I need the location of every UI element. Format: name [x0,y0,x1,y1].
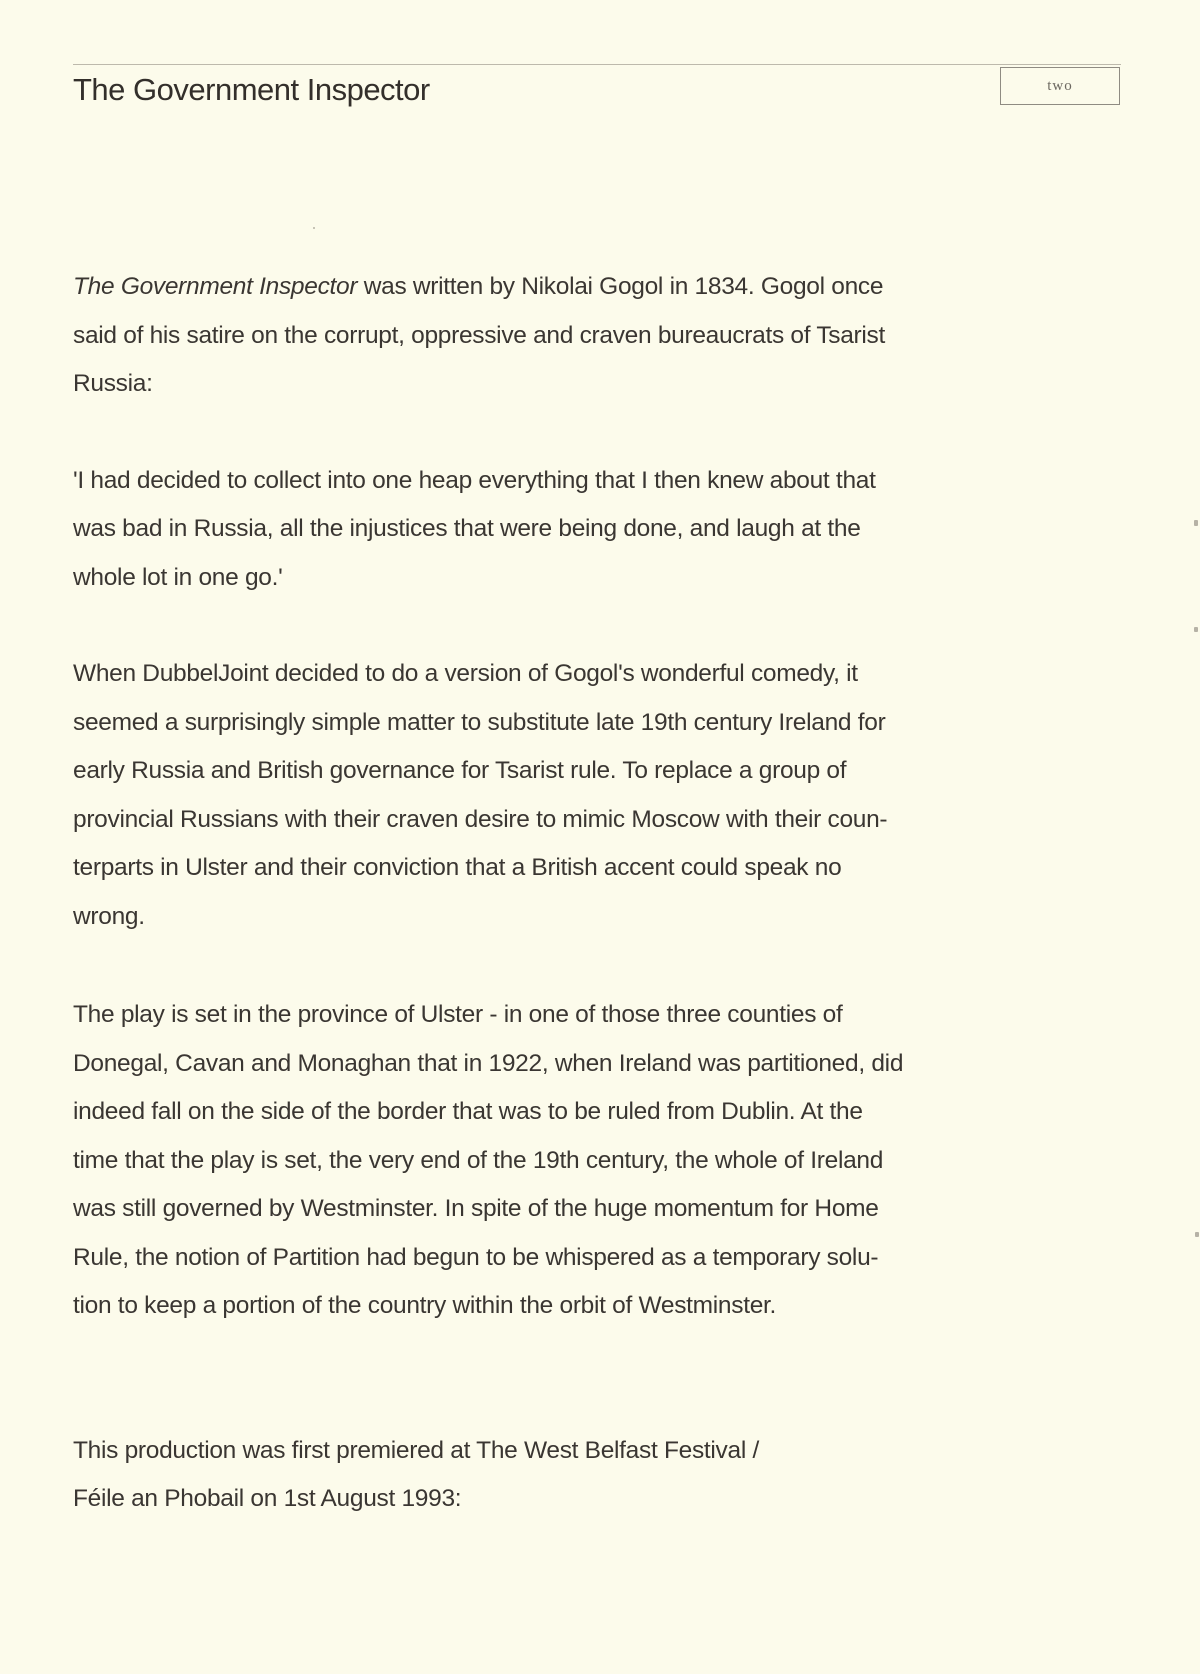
setting-paragraph [73,991,1123,1331]
intro-paragraph [73,263,1123,409]
premiere-paragraph [73,1427,1123,1524]
dubbeljoint-line-6: wrong. [73,902,145,930]
play-title-italic: The Government Inspector [73,273,358,300]
body-text [73,263,1123,1524]
quote-line-3: whole lot in one go.' [73,563,283,591]
quote-line-1: 'I had decided to collect into one heap everything that I then knew about that [73,466,876,494]
premiere-line-1: This production was first premiered at The West Belfast Festival / [73,1436,759,1464]
dubbeljoint-line-3: early Russia and British governance for Tsarist rule. To replace a group of [73,757,847,784]
setting-line-2: Donegal, Cavan and Monaghan that in 1922, when Ireland was partitioned, did [73,1049,904,1077]
setting-line-3: indeed fall on the side of the border that was to be ruled from Dublin. At the [73,1098,863,1125]
gogol-quote [73,457,1123,603]
page-number-box [1000,67,1120,105]
dubbeljoint-line-1: When DubbelJoint decided to do a version of Gogol's wonderful comedy, it [73,660,858,687]
setting-line-7: tion to keep a portion of the country within the orbit of Westminster. [73,1292,777,1319]
intro-line-1 [73,263,1123,312]
premiere-line-2: Féile an Phobail on 1st August 1993: [73,1485,462,1512]
paper-speck [313,227,315,229]
header-rule [73,64,1121,65]
page-title: The Government Inspector [73,72,430,107]
dubbeljoint-line-2: seemed a surprisingly simple matter to substitute late 19th century Ireland for [73,708,886,736]
intro-line-3: Russia: [73,370,153,397]
page-number-label: two [1047,77,1073,94]
setting-line-6: Rule, the notion of Partition had begun to be whispered as a temporary solu- [73,1243,879,1271]
paper-speck [1195,1232,1199,1237]
dubbeljoint-line-5: terparts in Ulster and their conviction that a British accent could speak no [73,854,842,881]
intro-line-1-rest: was written by Nikolai Gogol in 1834. Gogol once [357,273,884,300]
paper-speck [1194,520,1198,526]
dubbeljoint-paragraph [73,650,1123,941]
setting-line-5: was still governed by Westminster. In spite of the huge momentum for Home [73,1195,879,1222]
intro-line-2: said of his satire on the corrupt, oppressive and craven bureaucrats of Tsarist [73,321,886,349]
dubbeljoint-line-4: provincial Russians with their craven desire to mimic Moscow with their coun- [73,805,888,833]
paper-speck [1194,627,1198,632]
quote-line-2: was bad in Russia, all the injustices that were being done, and laugh at the [73,515,861,542]
setting-line-4: time that the play is set, the very end of the 19th century, the whole of Ireland [73,1146,884,1174]
setting-line-1: The play is set in the province of Ulster - in one of those three counties of [73,1001,843,1028]
